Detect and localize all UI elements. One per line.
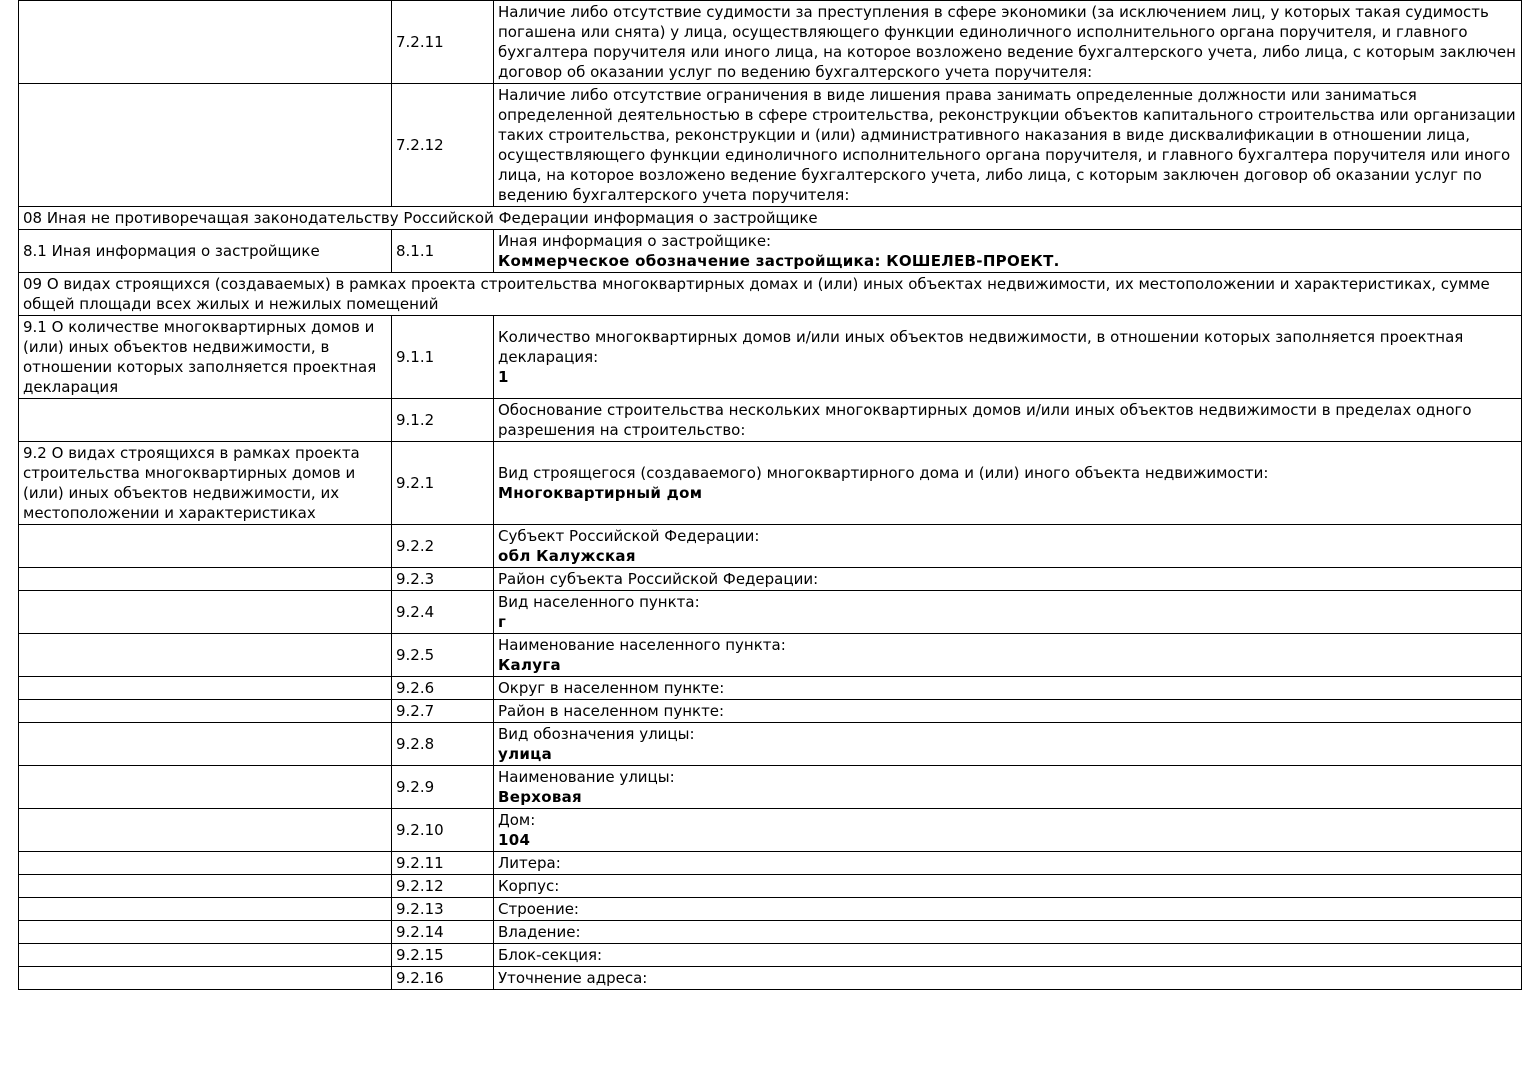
item-row	[19, 700, 1522, 723]
item-content-cell	[494, 1, 1522, 84]
section-header-row	[19, 273, 1522, 316]
field-value: Коммерческое обозначение застройщика: КОШЕЛЕВ-ПРОЕКТ.	[498, 252, 1060, 270]
item-code-cell: 7.2.12	[392, 84, 494, 207]
group-title-cell	[19, 1, 392, 84]
field-value: улица	[498, 745, 553, 763]
field-value: Многоквартирный дом	[498, 484, 703, 502]
group-title-cell	[19, 723, 392, 766]
group-title-cell	[19, 898, 392, 921]
field-label: Наличие либо отсутствие ограничения в виде лишения права занимать определенные должности или заниматься определенной деятельностью в сфере строительства, реконструкции объектов капитального строительства или организации таких строительства, реконструкции и (или) административного наказания в виде дисквалификации в отношении лица, осуществляющего функции единоличного исполнительного органа поручителя, и главного бухгалтера поручителя или иного лица, на которое возложено ведение бухгалтерского учета, либо лица, с которым заключен договор об оказании услуг по ведению бухгалтерского учета поручителя:	[498, 86, 1516, 204]
item-code-cell: 9.2.3	[392, 568, 494, 591]
item-code-cell: 9.2.14	[392, 921, 494, 944]
field-label: Уточнение адреса:	[498, 969, 648, 987]
item-code-cell: 9.2.5	[392, 634, 494, 677]
item-row	[19, 399, 1522, 442]
item-content-cell	[494, 723, 1522, 766]
group-title-cell	[19, 967, 392, 990]
group-title-cell	[19, 568, 392, 591]
item-row	[19, 316, 1522, 399]
group-title-cell	[19, 634, 392, 677]
field-value: Верховая	[498, 788, 582, 806]
group-title-cell	[19, 399, 392, 442]
field-label: Вид населенного пункта:	[498, 593, 700, 611]
field-label: Вид строящегося (создаваемого) многоквартирного дома и (или) иного объекта недвижимости:	[498, 464, 1269, 482]
item-row	[19, 634, 1522, 677]
item-row	[19, 1, 1522, 84]
field-label: Литера:	[498, 854, 561, 872]
field-value: обл Калужская	[498, 547, 636, 565]
item-content-cell	[494, 634, 1522, 677]
group-title-cell	[19, 525, 392, 568]
item-code-cell: 9.2.12	[392, 875, 494, 898]
item-row	[19, 230, 1522, 273]
group-title-cell: 9.1 О количестве многоквартирных домов и (или) иных объектов недвижимости, в отношении которых заполняется проектная декларация	[19, 316, 392, 399]
group-title-cell	[19, 921, 392, 944]
item-code-cell: 9.2.10	[392, 809, 494, 852]
group-title-cell	[19, 852, 392, 875]
item-row	[19, 852, 1522, 875]
item-content-cell	[494, 967, 1522, 990]
field-label: Район субъекта Российской Федерации:	[498, 570, 819, 588]
item-content-cell	[494, 591, 1522, 634]
group-title-cell	[19, 84, 392, 207]
section-header-cell: 08 Иная не противоречащая законодательству Российской Федерации информация о застройщике	[19, 207, 1522, 230]
field-label: Субъект Российской Федерации:	[498, 527, 760, 545]
field-label: Строение:	[498, 900, 579, 918]
item-row	[19, 944, 1522, 967]
item-code-cell: 9.2.15	[392, 944, 494, 967]
group-title-cell: 8.1 Иная информация о застройщике	[19, 230, 392, 273]
field-label: Наличие либо отсутствие судимости за преступления в сфере экономики (за исключением лиц, у которых такая судимость погашена или снята) у лица, осуществляющего функции единоличного исполнительного органа поручителя, и главного бухгалтера поручителя или иного лица, на которое возложено ведение бухгалтерского учета, либо лица, с которым заключен договор об оказании услуг по ведению бухгалтерского учета поручителя:	[498, 3, 1516, 81]
field-label: Блок-секция:	[498, 946, 603, 964]
item-row	[19, 525, 1522, 568]
item-content-cell	[494, 316, 1522, 399]
item-content-cell	[494, 766, 1522, 809]
field-label: Обоснование строительства нескольких многоквартирных домов и/или иных объектов недвижимости в пределах одного разрешения на строительство:	[498, 401, 1472, 439]
group-title-cell: 9.2 О видах строящихся в рамках проекта строительства многоквартирных домов и (или) иных объектов недвижимости, их местоположении и характеристиках	[19, 442, 392, 525]
item-row	[19, 723, 1522, 766]
item-code-cell: 9.2.1	[392, 442, 494, 525]
item-content-cell	[494, 230, 1522, 273]
group-title-cell	[19, 875, 392, 898]
field-label: Количество многоквартирных домов и/или иных объектов недвижимости, в отношении которых заполняется проектная декларация:	[498, 328, 1464, 366]
item-row	[19, 875, 1522, 898]
item-content-cell	[494, 84, 1522, 207]
section-header-row	[19, 207, 1522, 230]
item-code-cell: 9.2.13	[392, 898, 494, 921]
field-label: Район в населенном пункте:	[498, 702, 725, 720]
group-title-cell	[19, 677, 392, 700]
item-content-cell	[494, 852, 1522, 875]
field-label: Вид обозначения улицы:	[498, 725, 695, 743]
group-title-cell	[19, 809, 392, 852]
field-value: 1	[498, 368, 509, 386]
item-code-cell: 9.2.6	[392, 677, 494, 700]
field-label: Корпус:	[498, 877, 560, 895]
section-header-cell: 09 О видах строящихся (создаваемых) в рамках проекта строительства многоквартирных домах и (или) иных объектах недвижимости, их местоположении и характеристиках, сумме общей площади всех жилых и нежилых помещений	[19, 273, 1522, 316]
item-content-cell	[494, 944, 1522, 967]
field-label: Наименование населенного пункта:	[498, 636, 786, 654]
field-label: Наименование улицы:	[498, 768, 675, 786]
item-code-cell: 9.2.8	[392, 723, 494, 766]
item-content-cell	[494, 921, 1522, 944]
item-row	[19, 568, 1522, 591]
group-title-cell	[19, 766, 392, 809]
field-label: Округ в населенном пункте:	[498, 679, 725, 697]
item-content-cell	[494, 809, 1522, 852]
item-code-cell: 9.2.7	[392, 700, 494, 723]
field-label: Иная информация о застройщике:	[498, 232, 772, 250]
item-code-cell: 9.1.1	[392, 316, 494, 399]
item-content-cell	[494, 898, 1522, 921]
item-content-cell	[494, 442, 1522, 525]
item-row	[19, 809, 1522, 852]
item-row	[19, 591, 1522, 634]
item-code-cell: 9.2.2	[392, 525, 494, 568]
field-value: 104	[498, 831, 531, 849]
field-value: г	[498, 613, 507, 631]
field-value: Калуга	[498, 656, 561, 674]
item-content-cell	[494, 677, 1522, 700]
item-content-cell	[494, 525, 1522, 568]
field-label: Владение:	[498, 923, 581, 941]
item-code-cell: 9.2.16	[392, 967, 494, 990]
item-row	[19, 442, 1522, 525]
item-row	[19, 84, 1522, 207]
group-title-cell	[19, 944, 392, 967]
group-title-cell	[19, 700, 392, 723]
item-row	[19, 921, 1522, 944]
item-code-cell: 9.1.2	[392, 399, 494, 442]
field-label: Дом:	[498, 811, 536, 829]
item-row	[19, 898, 1522, 921]
declaration-table-body	[19, 1, 1522, 990]
item-code-cell: 9.2.11	[392, 852, 494, 875]
item-content-cell	[494, 399, 1522, 442]
item-code-cell: 8.1.1	[392, 230, 494, 273]
item-code-cell: 9.2.9	[392, 766, 494, 809]
item-code-cell: 9.2.4	[392, 591, 494, 634]
item-content-cell	[494, 700, 1522, 723]
item-row	[19, 677, 1522, 700]
item-code-cell: 7.2.11	[392, 1, 494, 84]
group-title-cell	[19, 591, 392, 634]
item-row	[19, 967, 1522, 990]
item-content-cell	[494, 568, 1522, 591]
item-content-cell	[494, 875, 1522, 898]
project-declaration-table	[18, 0, 1522, 990]
item-row	[19, 766, 1522, 809]
